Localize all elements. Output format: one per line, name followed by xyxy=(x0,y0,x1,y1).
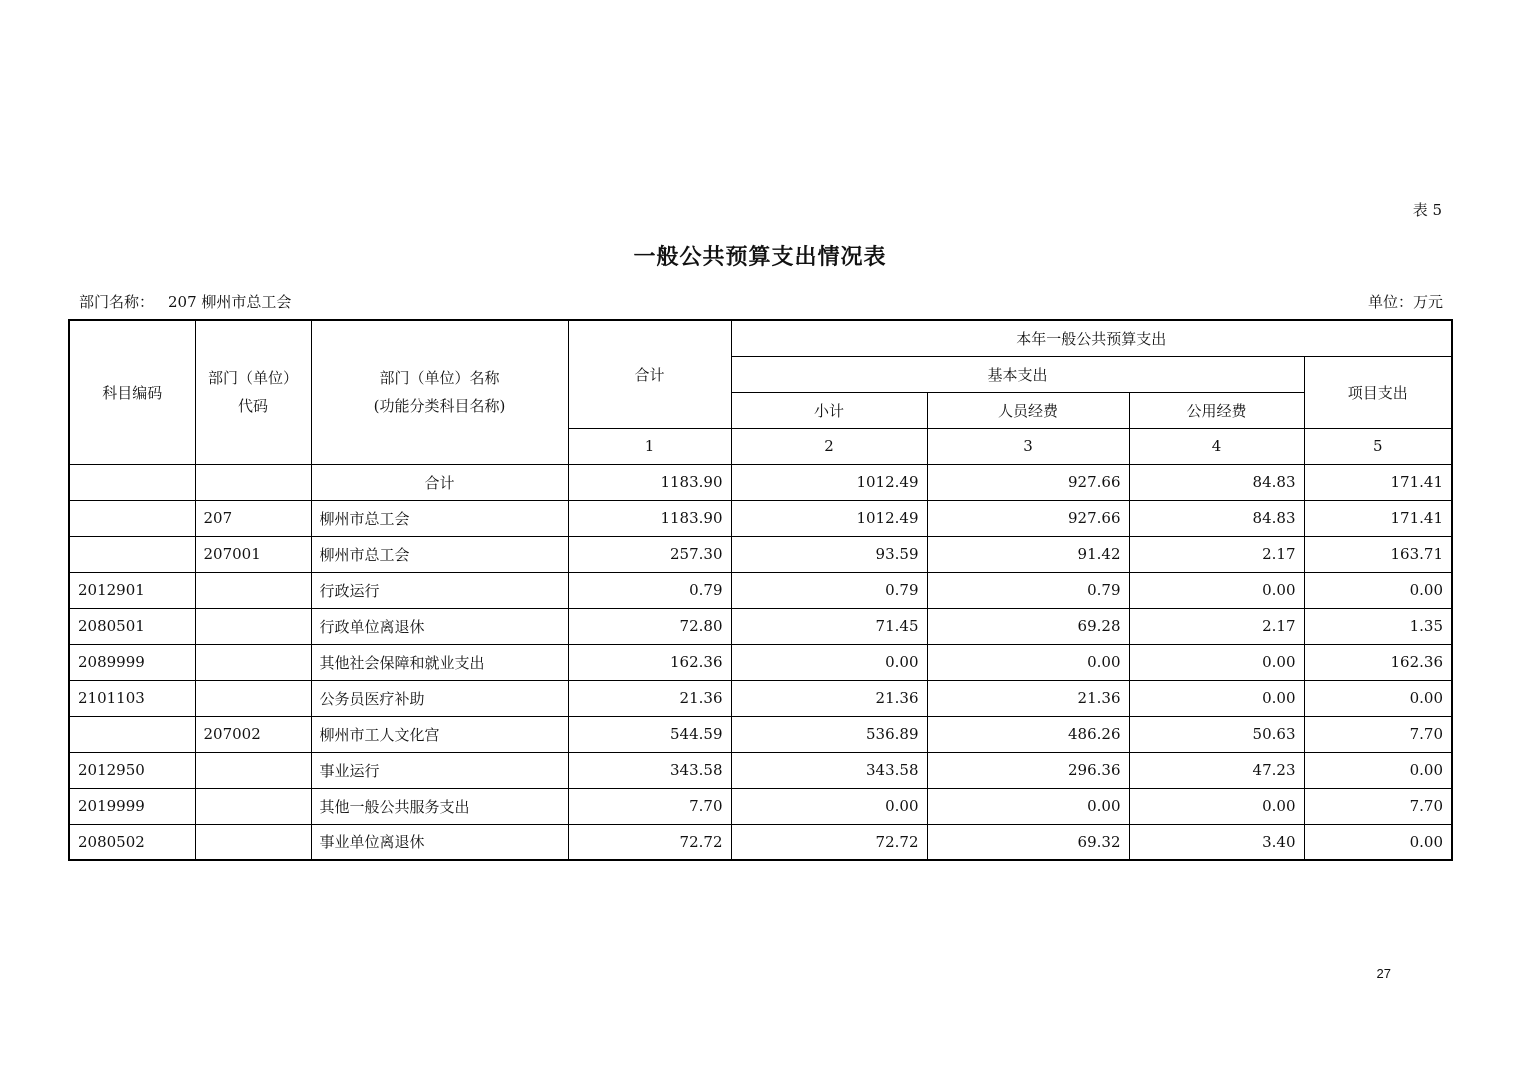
cell-public: 0.00 xyxy=(1129,788,1304,824)
cell-project: 163.71 xyxy=(1304,536,1452,572)
cell-name: 行政单位离退休 xyxy=(311,608,568,644)
department-label: 部门名称： xyxy=(79,293,155,311)
cell-public: 47.23 xyxy=(1129,752,1304,788)
page-title: 一般公共预算支出情况表 xyxy=(633,244,887,270)
cell-dept-code xyxy=(195,752,311,788)
col-number-5: 5 xyxy=(1304,428,1452,464)
cell-subtotal: 1012.49 xyxy=(731,500,927,536)
cell-project: 162.36 xyxy=(1304,644,1452,680)
cell-name: 柳州市总工会 xyxy=(311,536,568,572)
cell-name: 事业运行 xyxy=(311,752,568,788)
cell-total: 72.72 xyxy=(568,824,731,860)
cell-subtotal: 343.58 xyxy=(731,752,927,788)
cell-total: 7.70 xyxy=(568,788,731,824)
cell-dept-code xyxy=(195,572,311,608)
cell-personnel: 0.79 xyxy=(927,572,1129,608)
cell-dept-code xyxy=(195,608,311,644)
cell-name: 其他一般公共服务支出 xyxy=(311,788,568,824)
cell-subject-code: 2012901 xyxy=(69,572,195,608)
table-row xyxy=(69,572,1452,608)
cell-public: 84.83 xyxy=(1129,500,1304,536)
cell-public: 50.63 xyxy=(1129,716,1304,752)
header-total: 合计 xyxy=(568,320,731,428)
cell-dept-code: 207 xyxy=(195,500,311,536)
header-year-expenditure: 本年一般公共预算支出 xyxy=(731,320,1452,356)
header-public-funds: 公用经费 xyxy=(1129,392,1304,428)
cell-name: 柳州市总工会 xyxy=(311,500,568,536)
cell-subject-code: 2012950 xyxy=(69,752,195,788)
cell-total: 0.79 xyxy=(568,572,731,608)
table-row xyxy=(69,500,1452,536)
cell-subtotal: 536.89 xyxy=(731,716,927,752)
cell-personnel: 296.36 xyxy=(927,752,1129,788)
header-dept-name-line2: (功能分类科目名称) xyxy=(373,397,506,416)
cell-subject-code xyxy=(69,464,195,500)
cell-subject-code: 2080502 xyxy=(69,824,195,860)
cell-name: 行政运行 xyxy=(311,572,568,608)
cell-subject-code xyxy=(69,500,195,536)
cell-project: 0.00 xyxy=(1304,680,1452,716)
cell-subtotal: 0.00 xyxy=(731,644,927,680)
table-body xyxy=(69,464,1452,860)
cell-name: 其他社会保障和就业支出 xyxy=(311,644,568,680)
cell-personnel: 69.32 xyxy=(927,824,1129,860)
cell-dept-code xyxy=(195,824,311,860)
cell-project: 171.41 xyxy=(1304,500,1452,536)
header-subject-code: 科目编码 xyxy=(69,320,195,464)
cell-total: 21.36 xyxy=(568,680,731,716)
department-value: 207 柳州市总工会 xyxy=(168,293,292,311)
cell-public: 3.40 xyxy=(1129,824,1304,860)
cell-subtotal: 93.59 xyxy=(731,536,927,572)
cell-subject-code: 2019999 xyxy=(69,788,195,824)
header-dept-code-line1: 部门（单位） xyxy=(207,369,298,388)
cell-name: 柳州市工人文化宫 xyxy=(311,716,568,752)
table-row xyxy=(69,680,1452,716)
table-row xyxy=(69,824,1452,860)
cell-personnel: 69.28 xyxy=(927,608,1129,644)
cell-total: 257.30 xyxy=(568,536,731,572)
cell-total: 1183.90 xyxy=(568,500,731,536)
header-row-1 xyxy=(69,320,1452,356)
cell-project: 0.00 xyxy=(1304,572,1452,608)
cell-total: 72.80 xyxy=(568,608,731,644)
cell-public: 0.00 xyxy=(1129,572,1304,608)
cell-personnel: 927.66 xyxy=(927,464,1129,500)
cell-public: 84.83 xyxy=(1129,464,1304,500)
cell-personnel: 0.00 xyxy=(927,644,1129,680)
cell-personnel: 91.42 xyxy=(927,536,1129,572)
header-dept-code xyxy=(195,320,311,464)
col-number-4: 4 xyxy=(1129,428,1304,464)
cell-project: 1.35 xyxy=(1304,608,1452,644)
cell-project: 171.41 xyxy=(1304,464,1452,500)
cell-subject-code xyxy=(69,716,195,752)
cell-name: 事业单位离退休 xyxy=(311,824,568,860)
header-subtotal: 小计 xyxy=(731,392,927,428)
cell-subject-code: 2080501 xyxy=(69,608,195,644)
cell-dept-code: 207002 xyxy=(195,716,311,752)
cell-total: 343.58 xyxy=(568,752,731,788)
table-row xyxy=(69,464,1452,500)
cell-project: 7.70 xyxy=(1304,788,1452,824)
cell-personnel: 0.00 xyxy=(927,788,1129,824)
cell-name: 公务员医疗补助 xyxy=(311,680,568,716)
budget-table xyxy=(68,319,1453,861)
cell-dept-code: 207001 xyxy=(195,536,311,572)
cell-total: 544.59 xyxy=(568,716,731,752)
department-line xyxy=(79,291,291,312)
cell-subtotal: 72.72 xyxy=(731,824,927,860)
cell-subtotal: 0.00 xyxy=(731,788,927,824)
cell-subtotal: 21.36 xyxy=(731,680,927,716)
cell-subtotal: 71.45 xyxy=(731,608,927,644)
cell-subject-code: 2089999 xyxy=(69,644,195,680)
table-number-label: 表 5 xyxy=(1412,201,1442,219)
col-number-3: 3 xyxy=(927,428,1129,464)
header-project-expenditure: 项目支出 xyxy=(1304,356,1452,428)
table-row xyxy=(69,752,1452,788)
cell-subject-code: 2101103 xyxy=(69,680,195,716)
cell-project: 7.70 xyxy=(1304,716,1452,752)
cell-public: 0.00 xyxy=(1129,680,1304,716)
cell-subtotal: 0.79 xyxy=(731,572,927,608)
header-basic-expenditure: 基本支出 xyxy=(731,356,1304,392)
cell-dept-code xyxy=(195,464,311,500)
table-row xyxy=(69,536,1452,572)
cell-public: 2.17 xyxy=(1129,608,1304,644)
header-dept-name xyxy=(311,320,568,464)
cell-name: 合计 xyxy=(311,464,568,500)
cell-dept-code xyxy=(195,788,311,824)
cell-dept-code xyxy=(195,680,311,716)
header-personnel: 人员经费 xyxy=(927,392,1129,428)
unit-label: 单位：万元 xyxy=(1367,293,1443,311)
cell-personnel: 486.26 xyxy=(927,716,1129,752)
table-header xyxy=(69,320,1452,464)
cell-project: 0.00 xyxy=(1304,824,1452,860)
cell-personnel: 21.36 xyxy=(927,680,1129,716)
header-dept-name-line1: 部门（单位）名称 xyxy=(379,369,500,388)
table-row xyxy=(69,644,1452,680)
cell-personnel: 927.66 xyxy=(927,500,1129,536)
cell-public: 0.00 xyxy=(1129,644,1304,680)
cell-project: 0.00 xyxy=(1304,752,1452,788)
cell-public: 2.17 xyxy=(1129,536,1304,572)
cell-subject-code xyxy=(69,536,195,572)
header-dept-code-line2: 代码 xyxy=(237,397,268,416)
table-row xyxy=(69,788,1452,824)
cell-total: 1183.90 xyxy=(568,464,731,500)
cell-total: 162.36 xyxy=(568,644,731,680)
table-row xyxy=(69,716,1452,752)
col-number-1: 1 xyxy=(568,428,731,464)
cell-dept-code xyxy=(195,644,311,680)
table-row xyxy=(69,608,1452,644)
page-number: 27 xyxy=(1376,966,1391,981)
col-number-2: 2 xyxy=(731,428,927,464)
cell-subtotal: 1012.49 xyxy=(731,464,927,500)
